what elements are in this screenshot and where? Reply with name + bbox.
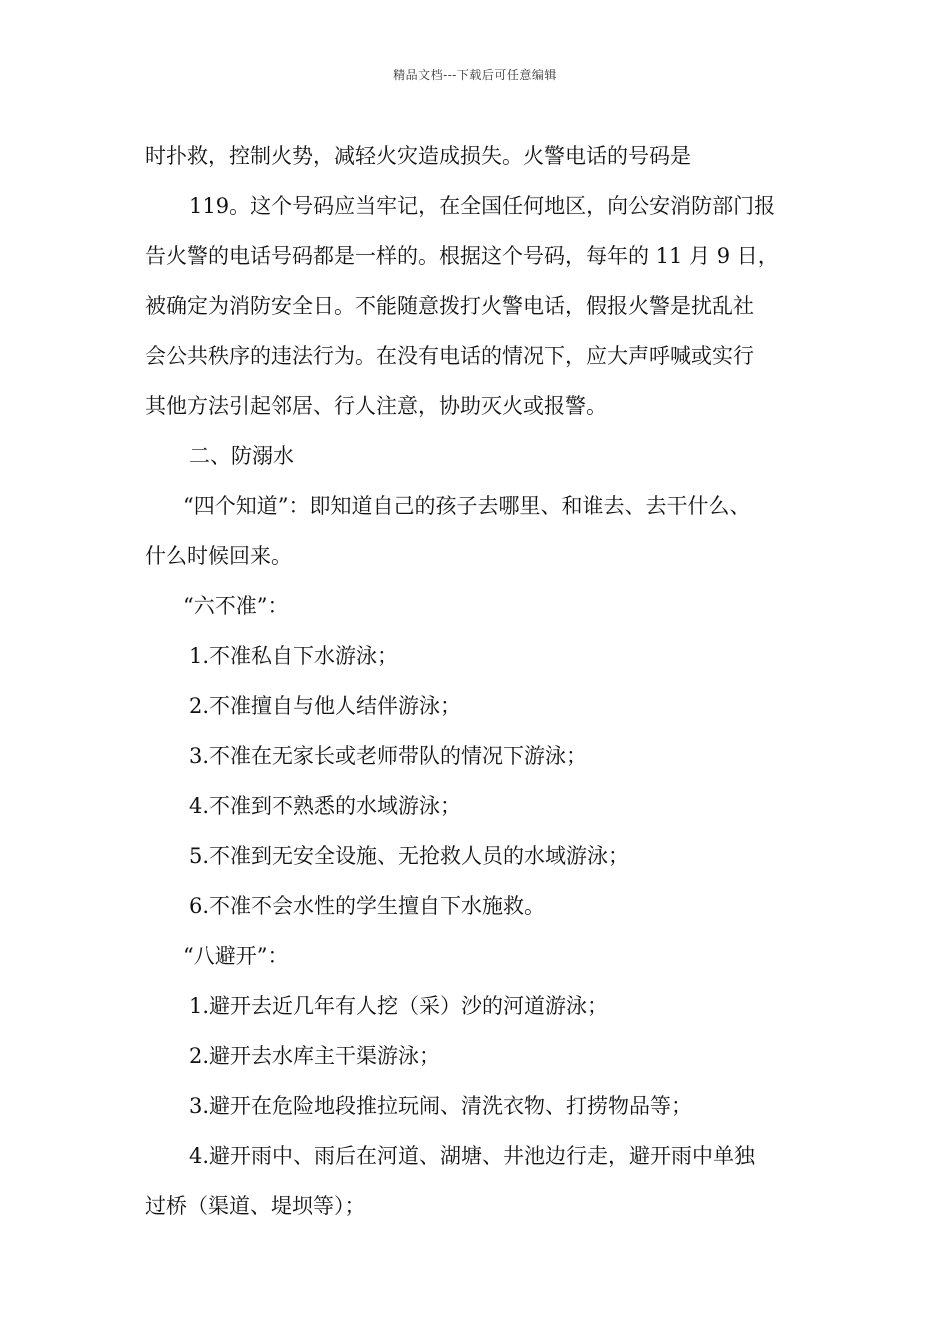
list-item: 3.避开在危险地段推拉玩闹、清洗衣物、打捞物品等； xyxy=(189,1094,693,1118)
section-heading: 二、防溺水 xyxy=(189,444,294,468)
text-line: 其他方法引起邻居、行人注意，协助灭火或报警。 xyxy=(145,394,607,418)
page-header: 精品文档---下载后可任意编辑 xyxy=(393,68,557,82)
list-item: 4.避开雨中、雨后在河道、湖塘、井池边行走，避开雨中单独 xyxy=(189,1144,756,1168)
text-line: 时扑救，控制火势，减轻火灾造成损失。火警电话的号码是 xyxy=(145,144,691,168)
text-line: 会公共秩序的违法行为。在没有电话的情况下，应大声呼喊或实行 xyxy=(145,344,754,368)
text-line: “四个知道”：即知道自己的孩子去哪里、和谁去、去干什么、 xyxy=(183,494,751,518)
text-line: 被确定为消防安全日。不能随意拨打火警电话，假报火警是扰乱社 xyxy=(145,294,754,318)
list-item: 4.不准到不熟悉的水域游泳； xyxy=(189,794,462,818)
text-line: 告火警的电话号码都是一样的。根据这个号码，每年的 11 月 9 日， xyxy=(145,244,779,268)
list-item: 1.避开去近几年有人挖（采）沙的河道游泳； xyxy=(189,994,609,1018)
text-line: 过桥（渠道、堤坝等）； xyxy=(145,1194,366,1218)
text-line: 119。这个号码应当牢记，在全国任何地区，向公安消防部门报 xyxy=(189,194,776,218)
list-item: 6.不准不会水性的学生擅自下水施救。 xyxy=(189,894,546,918)
subsection-heading: “八避开”： xyxy=(183,944,289,968)
list-item: 3.不准在无家长或老师带队的情况下游泳； xyxy=(189,744,588,768)
list-item: 2.不准擅自与他人结伴游泳； xyxy=(189,694,462,718)
list-item: 1.不准私自下水游泳； xyxy=(189,644,399,668)
list-item: 5.不准到无安全设施、无抢救人员的水域游泳； xyxy=(189,844,630,868)
subsection-heading: “六不准”： xyxy=(183,594,289,618)
list-item: 2.避开去水库主干渠游泳； xyxy=(189,1044,441,1068)
document-body xyxy=(145,131,835,1231)
text-line: 什么时候回来。 xyxy=(145,544,292,568)
